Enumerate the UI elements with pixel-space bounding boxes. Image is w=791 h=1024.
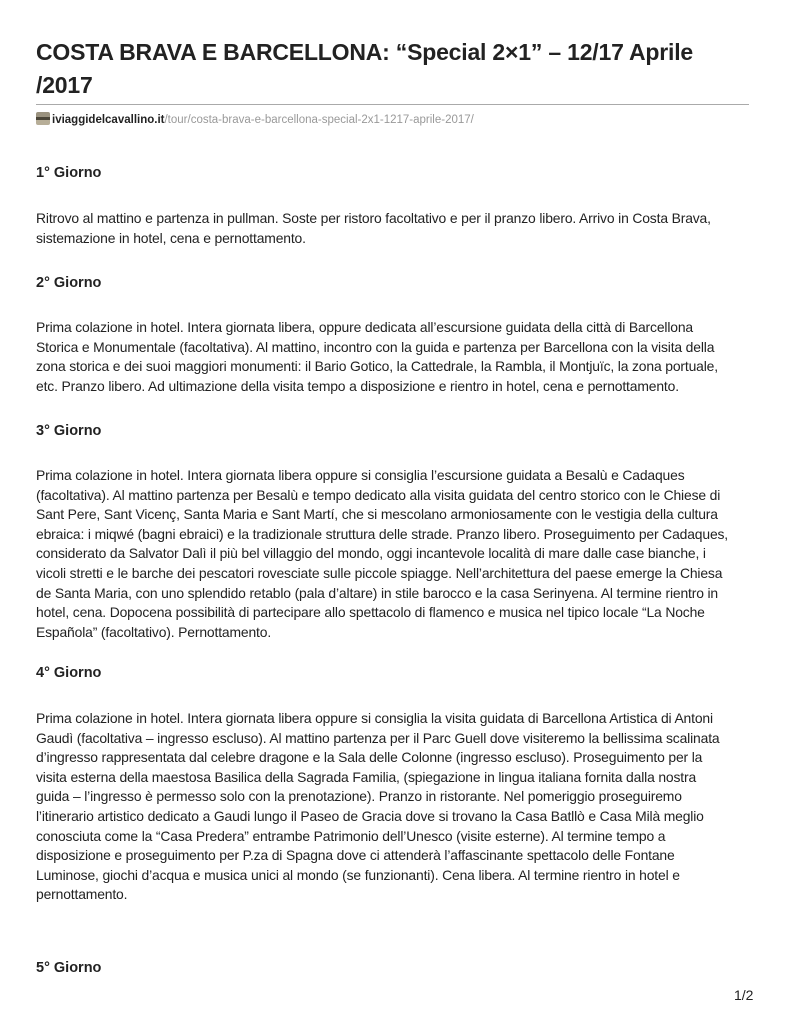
page-number: 1/2 bbox=[734, 987, 754, 1003]
page-title bbox=[36, 36, 756, 102]
text-line: Gaudì (facoltativa – ingresso escluso). Al mattino partenza per il Parc Guell dove visiteremo la bellissima scalinata bbox=[36, 729, 720, 746]
text-line: (facoltativa). Al mattino partenza per Besalù e tempo dedicato alla visita guidata del centro storico con le Chiese di bbox=[36, 486, 721, 503]
text-line: ebraica: i miqwé (bagni ebraici) e la tradizionale struttura delle strade. Pranzo libero. Proseguimento per Cadaques, bbox=[36, 525, 729, 542]
text-line: Luminose, giochi d’acqua e musica unici al mondo (se funzionanti). Cena libera. Al termine rientro in hotel e bbox=[36, 866, 680, 883]
source-link[interactable] bbox=[36, 112, 474, 128]
day-description bbox=[36, 209, 711, 248]
text-line: guida – l’ingresso è permesso solo con la prenotazione). Pranzo in ristorante. Nel pomeriggio proseguiremo bbox=[36, 788, 682, 805]
site-favicon-icon bbox=[36, 112, 50, 125]
text-line: pernottamento. bbox=[36, 886, 128, 903]
day-heading: 5° Giorno bbox=[36, 960, 102, 976]
text-line: disposizione e proseguimento per P.za di Spagna dove ci attenderà l’affascinante spettacolo delle Fontane bbox=[36, 847, 675, 864]
text-line: Prima colazione in hotel. Intera giornata libera, oppure dedicata all’escursione guidata della città di Barcellona bbox=[36, 319, 694, 335]
day-heading: 2° Giorno bbox=[36, 275, 102, 291]
source-path[interactable]: /tour/costa-brava-e-barcellona-special-2x1-1217-aprile-2017/ bbox=[164, 114, 474, 126]
text-line: hotel, cena. Dopocena possibilità di partecipare allo spettacolo di flamenco e musica nel tipico locale “La Noche bbox=[36, 604, 705, 621]
text-line: l’itinerario artistico dedicato a Gaudi lungo il Paseo de Gracia dove si trovano la Casa Batllò e Casa Milà meglio bbox=[36, 807, 704, 824]
day-description bbox=[36, 709, 719, 905]
text-line: zona storica e dei suoi maggiori monumenti: il Bario Gotico, la Cattedrale, la Rambla, il Montjuïc, la zona portuale, bbox=[36, 358, 718, 375]
text-line: etc. Pranzo libero. Ad ultimazione della visita tempo a disposizione e rientro in hotel, cena e pernottamento. bbox=[36, 377, 679, 394]
title-line: COSTA BRAVA E BARCELLONA: “Special 2×1” – 12/17 Aprile bbox=[36, 39, 693, 65]
source-domain[interactable]: iviaggidelcavallino.it bbox=[52, 114, 165, 126]
text-line: conosciuta come la “Casa Predera” entrambe Patrimonio dell’Unesco (visite esterne). Al termine tempo a bbox=[36, 827, 666, 844]
title-line: /2017 bbox=[36, 72, 93, 98]
text-line: de Santa Maria, con uno splendido retablo (pala d’altare) in stile barocco e la casa Serinyena. Al termine rientro in bbox=[36, 584, 719, 601]
text-line: Prima colazione in hotel. Intera giornata libera oppure si consiglia l’escursione guidata a Besalù e Cadaques bbox=[36, 467, 685, 483]
text-line: Prima colazione in hotel. Intera giornata libera oppure si consiglia la visita guidata di Barcellona Artistica di Antoni bbox=[36, 710, 713, 726]
divider bbox=[36, 104, 749, 105]
text-line: Storica e Monumentale (facoltativa). Al mattino, incontro con la guida e partenza per Barcellona con la visita della bbox=[36, 338, 715, 355]
text-line: Sant Pere, Sant Vicenç, Santa Maria e Sant Martí, che si mescolano armoniosamente con le vestigia della cultura bbox=[36, 506, 718, 523]
day-description bbox=[36, 466, 728, 642]
text-line: visita esterna della maestosa Basilica della Sagrada Familia, (spiegazione in lingua italiana fornita dalla nostra bbox=[36, 768, 697, 785]
day-heading: 3° Giorno bbox=[36, 423, 102, 439]
text-line: vicoli stretti e le barche dei pescatori rovesciate sulle piccole spiagge. Nell’architettura del paese emerge la Chiesa bbox=[36, 564, 723, 581]
text-line: considerato da Salvator Dalì il più bel villaggio del mondo, oggi incantevole località di mare dalle case bianche, i bbox=[36, 545, 706, 562]
text-line: d’ingresso rappresentata dal celebre dragone e la Sala delle Colonne (ingresso escluso). Proseguimento per la bbox=[36, 749, 703, 766]
day-heading: 1° Giorno bbox=[36, 165, 102, 181]
day-heading: 4° Giorno bbox=[36, 665, 102, 681]
text-line: sistemazione in hotel, cena e pernottamento. bbox=[36, 229, 306, 246]
text-line: Ritrovo al mattino e partenza in pullman. Soste per ristoro facoltativo e per il pranzo libero. Arrivo in Costa Brava, bbox=[36, 210, 711, 226]
text-line: Española” (facoltativo). Pernottamento. bbox=[36, 623, 272, 640]
day-description bbox=[36, 318, 718, 396]
